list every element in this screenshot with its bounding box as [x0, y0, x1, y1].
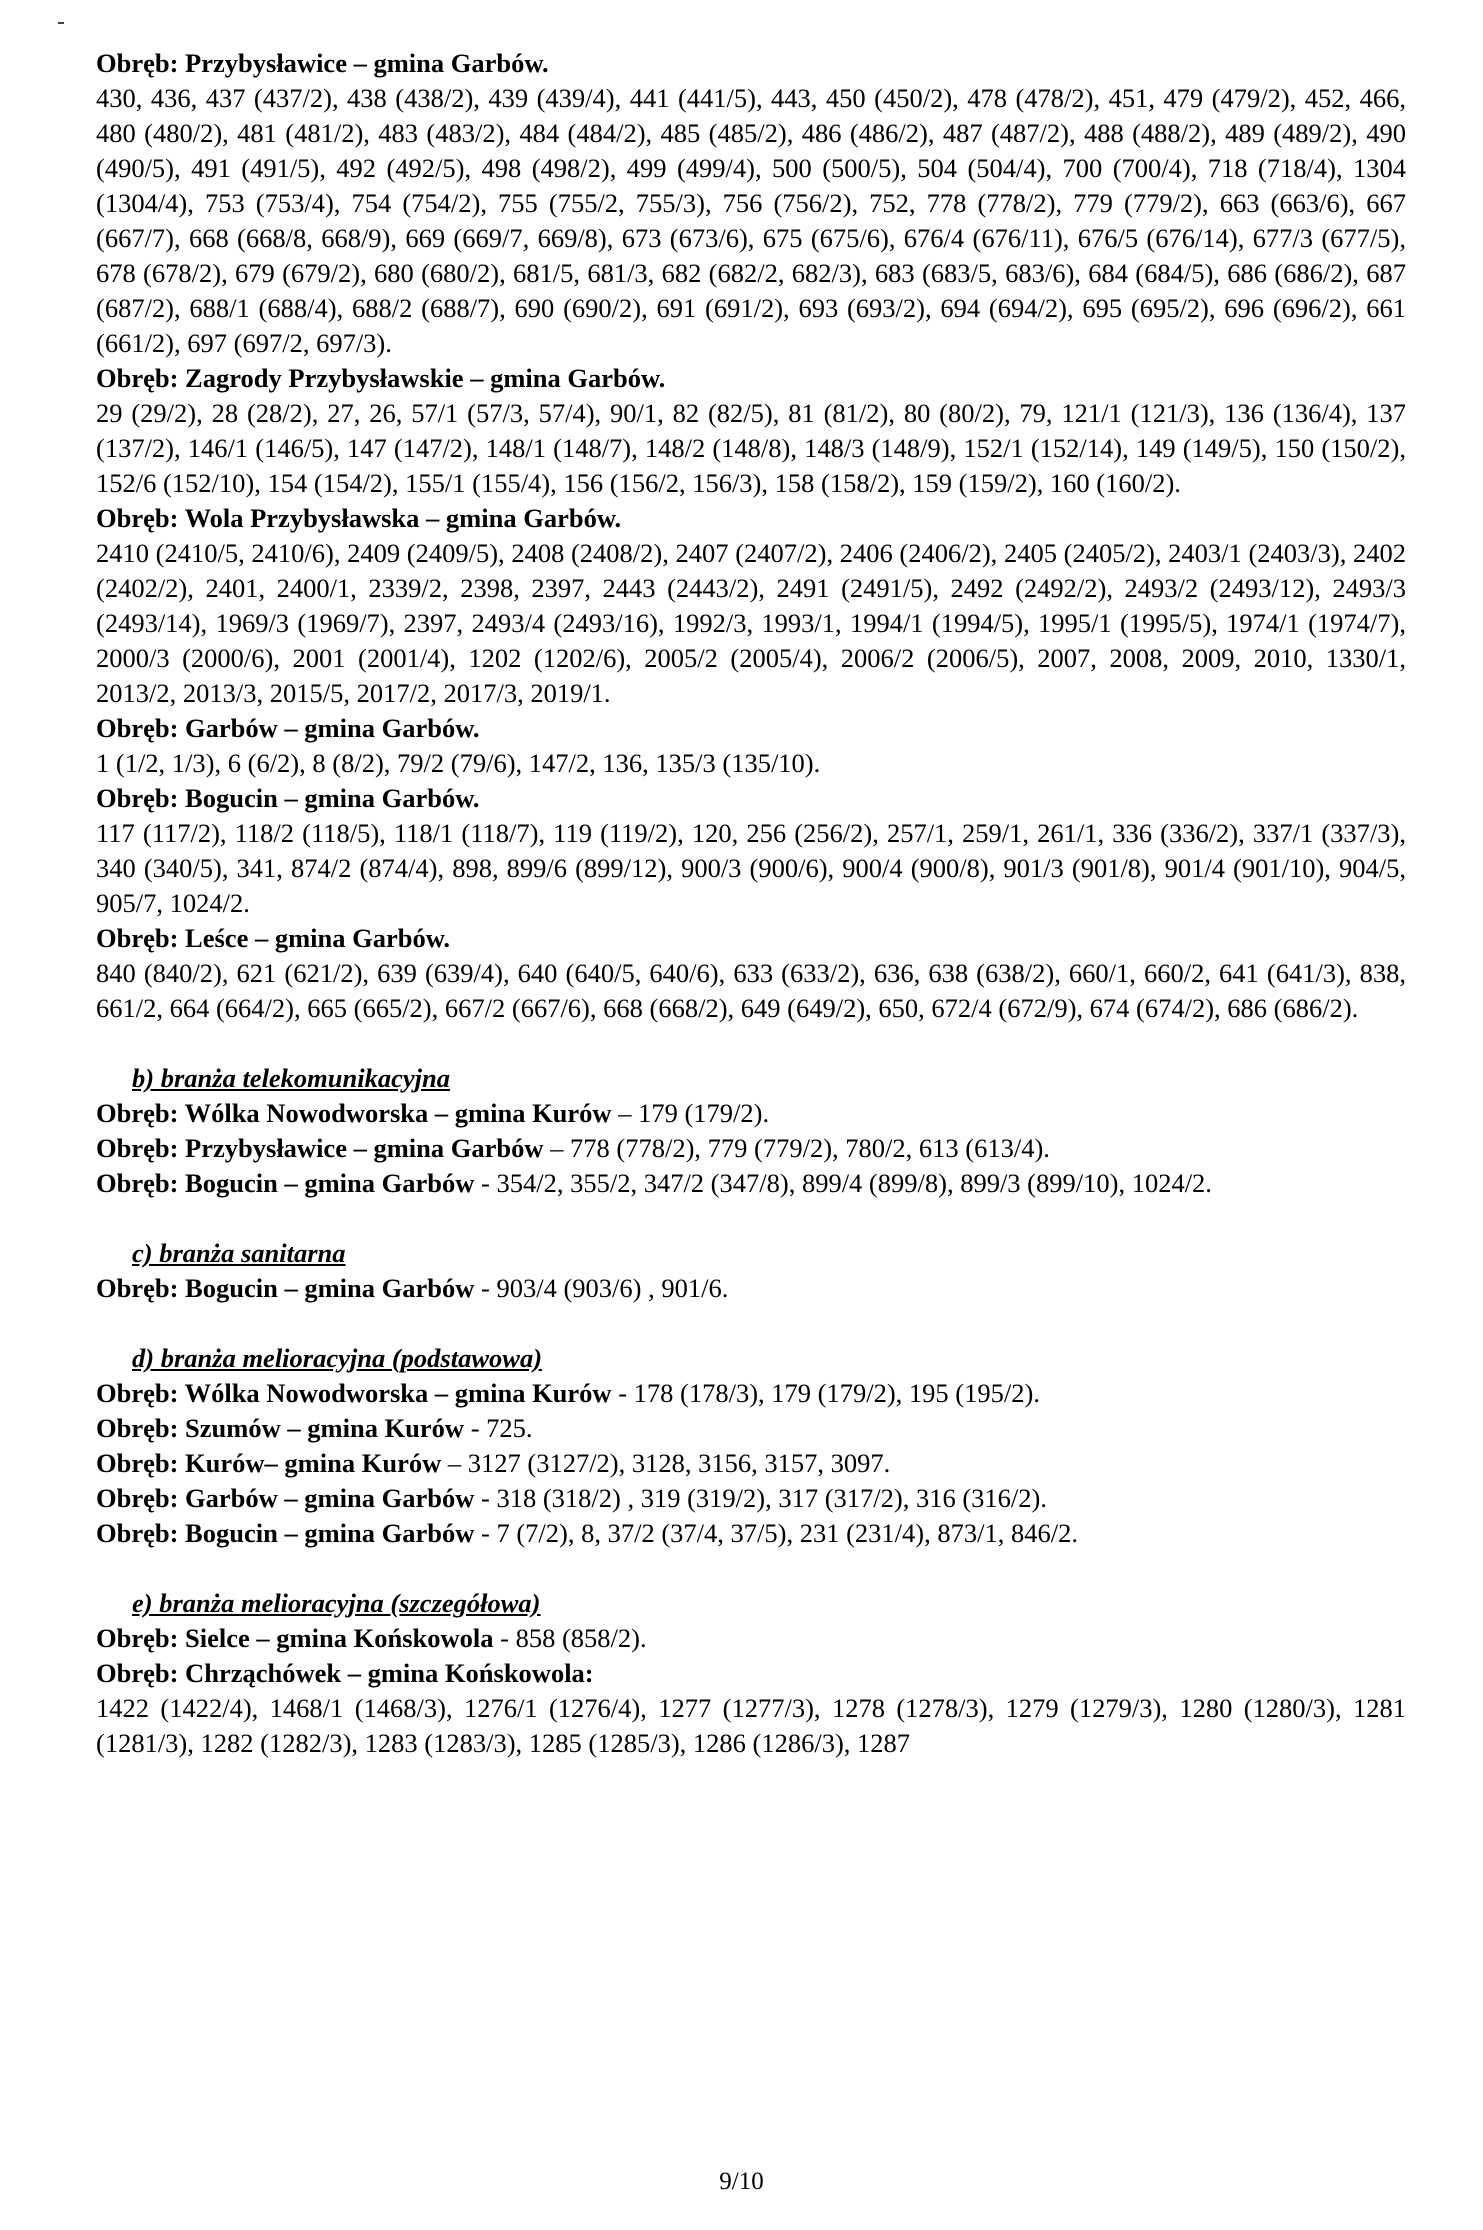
parcel-group	[96, 46, 1406, 361]
parcel-line-text: - 178 (178/3), 179 (179/2), 195 (195/2).	[611, 1378, 1040, 1408]
parcel-group-header: Obręb: Garbów – gmina Garbów.	[96, 713, 480, 743]
parcel-line-text: – 179 (179/2).	[611, 1098, 770, 1128]
parcel-list: 29 (29/2), 28 (28/2), 27, 26, 57/1 (57/3, 57/4), 90/1, 82 (82/5), 81 (81/2), 80 (80/2), 79, 121/1 (121/3), 136 (136/4), 137 (137/2), 146/1 (146/5), 147 (147/2), 148/1 (148/7), 148/2 (148/8), 148/3 (148/9), 152/1 (152/14), 149 (149/5), 150 (150/2), 152/6 (152/10), 154 (154/2), 155/1 (155/4), 156 (156/2, 156/3), 158 (158/2), 159 (159/2), 160 (160/2).	[96, 398, 1406, 498]
parcel-group	[96, 501, 1406, 711]
parcel-line	[96, 1411, 1406, 1446]
parcel-line-text: – 778 (778/2), 779 (779/2), 780/2, 613 (613/4).	[543, 1133, 1050, 1163]
parcel-line	[96, 1166, 1406, 1201]
parcel-group	[96, 921, 1406, 1026]
parcel-line-header: Obręb: Kurów– gmina Kurów	[96, 1448, 442, 1478]
parcel-line-text: - 903/4 (903/6) , 901/6.	[474, 1273, 729, 1303]
parcel-line	[96, 1271, 1406, 1306]
parcel-list: 2410 (2410/5, 2410/6), 2409 (2409/5), 2408 (2408/2), 2407 (2407/2), 2406 (2406/2), 2405 (2405/2), 2403/1 (2403/3), 2402 (2402/2), 2401, 2400/1, 2339/2, 2398, 2397, 2443 (2443/2), 2491 (2491/5), 2492 (2492/2), 2493/2 (2493/12), 2493/3 (2493/14), 1969/3 (1969/7), 2397, 2493/4 (2493/16), 1992/3, 1993/1, 1994/1 (1994/5), 1995/1 (1995/5), 1974/1 (1974/7), 2000/3 (2000/6), 2001 (2001/4), 1202 (1202/6), 2005/2 (2005/4), 2006/2 (2006/5), 2007, 2008, 2009, 2010, 1330/1, 2013/2, 2013/3, 2015/5, 2017/2, 2017/3, 2019/1.	[96, 538, 1406, 708]
parcel-line	[96, 1096, 1406, 1131]
parcel-list: 840 (840/2), 621 (621/2), 639 (639/4), 640 (640/5, 640/6), 633 (633/2), 636, 638 (638/2), 660/1, 660/2, 641 (641/3), 838, 661/2, 664 (664/2), 665 (665/2), 667/2 (667/6), 668 (668/2), 649 (649/2), 650, 672/4 (672/9), 674 (674/2), 686 (686/2).	[96, 958, 1406, 1023]
parcel-list: 430, 436, 437 (437/2), 438 (438/2), 439 (439/4), 441 (441/5), 443, 450 (450/2), 478 (478/2), 451, 479 (479/2), 452, 466, 480 (480/2), 481 (481/2), 483 (483/2), 484 (484/2), 485 (485/2), 486 (486/2), 487 (487/2), 488 (488/2), 489 (489/2), 490 (490/5), 491 (491/5), 492 (492/5), 498 (498/2), 499 (499/4), 500 (500/5), 504 (504/4), 700 (700/4), 718 (718/4), 1304 (1304/4), 753 (753/4), 754 (754/2), 755 (755/2, 755/3), 756 (756/2), 752, 778 (778/2), 779 (779/2), 663 (663/6), 667 (667/7), 668 (668/8, 668/9), 669 (669/7, 669/8), 673 (673/6), 675 (675/6), 676/4 (676/11), 676/5 (676/14), 677/3 (677/5), 678 (678/2), 679 (679/2), 680 (680/2), 681/5, 681/3, 682 (682/2, 682/3), 683 (683/5, 683/6), 684 (684/5), 686 (686/2), 687 (687/2), 688/1 (688/4), 688/2 (688/7), 690 (690/2), 691 (691/2), 693 (693/2), 694 (694/2), 695 (695/2), 696 (696/2), 661 (661/2), 697 (697/2, 697/3).	[96, 83, 1406, 358]
section-b	[96, 1061, 1406, 1201]
section-title: d) branża melioracyjna (podstawowa)	[132, 1343, 543, 1373]
section-title: e) branża melioracyjna (szczegółowa)	[132, 1588, 541, 1618]
section-title: c) branża sanitarna	[132, 1238, 346, 1268]
parcel-group	[96, 781, 1406, 921]
parcel-line-text: - 354/2, 355/2, 347/2 (347/8), 899/4 (899/8), 899/3 (899/10), 1024/2.	[474, 1168, 1212, 1198]
parcel-line	[96, 1131, 1406, 1166]
parcel-group-header: Obręb: Wola Przybysławska – gmina Garbów.	[96, 503, 622, 533]
parcel-list: 117 (117/2), 118/2 (118/5), 118/1 (118/7), 119 (119/2), 120, 256 (256/2), 257/1, 259/1, 261/1, 336 (336/2), 337/1 (337/3), 340 (340/5), 341, 874/2 (874/4), 898, 899/6 (899/12), 900/3 (900/6), 900/4 (900/8), 901/3 (901/8), 901/4 (901/10), 904/5, 905/7, 1024/2.	[96, 818, 1406, 918]
parcel-list: 1422 (1422/4), 1468/1 (1468/3), 1276/1 (1276/4), 1277 (1277/3), 1278 (1278/3), 1279 (1279/3), 1280 (1280/3), 1281 (1281/3), 1282 (1282/3), 1283 (1283/3), 1285 (1285/3), 1286 (1286/3), 1287	[96, 1693, 1406, 1758]
section-c	[96, 1236, 1406, 1306]
page-number: 9/10	[719, 2168, 764, 2195]
parcel-line-header: Obręb: Bogucin – gmina Garbów	[96, 1518, 475, 1548]
parcel-line-text: - 725.	[464, 1413, 533, 1443]
parcel-line-text: - 7 (7/2), 8, 37/2 (37/4, 37/5), 231 (231/4), 873/1, 846/2.	[474, 1518, 1078, 1548]
parcel-list: 1 (1/2, 1/3), 6 (6/2), 8 (8/2), 79/2 (79/6), 147/2, 136, 135/3 (135/10).	[96, 748, 821, 778]
parcel-line-text: - 318 (318/2) , 319 (319/2), 317 (317/2), 316 (316/2).	[474, 1483, 1047, 1513]
parcel-group	[96, 361, 1406, 501]
parcel-line-header: Obręb: Bogucin – gmina Garbów	[96, 1273, 475, 1303]
parcel-group-header: Obręb: Zagrody Przybysławskie – gmina Garbów.	[96, 363, 666, 393]
parcel-group-header: Obręb: Chrząchówek – gmina Końskowola:	[96, 1658, 594, 1688]
parcel-line-header: Obręb: Garbów – gmina Garbów	[96, 1483, 475, 1513]
parcel-line	[96, 1481, 1406, 1516]
section-a	[96, 46, 1406, 1026]
parcel-line-header: Obręb: Bogucin – gmina Garbów	[96, 1168, 475, 1198]
parcel-line	[96, 1516, 1406, 1551]
document-page	[96, 46, 1406, 1761]
section-title: b) branża telekomunikacyjna	[132, 1063, 451, 1093]
scan-speck	[58, 22, 64, 24]
parcel-line-header: Obręb: Wólka Nowodworska – gmina Kurów	[96, 1098, 612, 1128]
parcel-group-header: Obręb: Leśce – gmina Garbów.	[96, 923, 451, 953]
parcel-group-header: Obręb: Przybysławice – gmina Garbów.	[96, 48, 549, 78]
section-d	[96, 1341, 1406, 1551]
parcel-line-header: Obręb: Wólka Nowodworska – gmina Kurów	[96, 1378, 612, 1408]
parcel-line	[96, 1376, 1406, 1411]
parcel-line-header: Obręb: Przybysławice – gmina Garbów	[96, 1133, 544, 1163]
parcel-line-header: Obręb: Sielce – gmina Końskowola	[96, 1623, 494, 1653]
parcel-line	[96, 1621, 1406, 1656]
parcel-line	[96, 1446, 1406, 1481]
parcel-group-header: Obręb: Bogucin – gmina Garbów.	[96, 783, 480, 813]
parcel-line-text: – 3127 (3127/2), 3128, 3156, 3157, 3097.	[441, 1448, 891, 1478]
parcel-line-text: - 858 (858/2).	[493, 1623, 647, 1653]
parcel-group	[96, 711, 1406, 781]
parcel-line-header: Obręb: Szumów – gmina Kurów	[96, 1413, 465, 1443]
section-e	[96, 1586, 1406, 1761]
